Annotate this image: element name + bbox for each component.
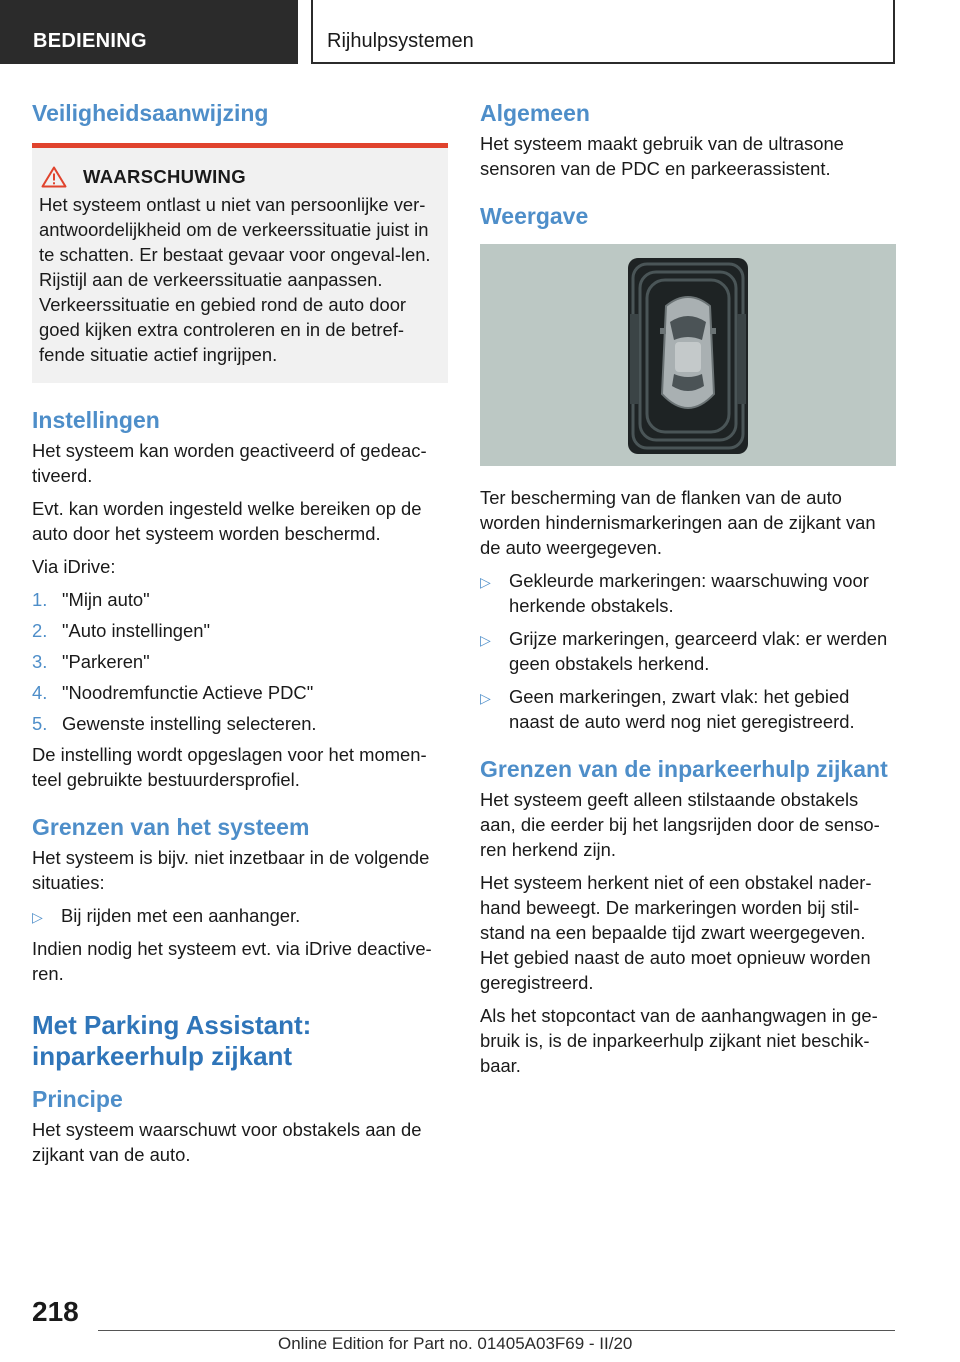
principle-heading: Principe <box>32 1085 123 1112</box>
system-limits-heading: Grenzen van het systeem <box>32 814 310 841</box>
settings-heading: Instellingen <box>32 407 160 434</box>
list-item-text: Gekleurde markeringen: waarschuwing voor herkende obstakels. <box>509 570 869 617</box>
limits-paragraph-1: Het systeem is bijv. niet inzetbaar in de volgende situaties: <box>32 847 430 894</box>
warning-header <box>39 166 440 188</box>
step-number: 4. <box>32 682 48 704</box>
list-item-text: Geen markeringen, zwart vlak: het gebied naast de auto werd nog niet geregistreerd. <box>509 686 855 733</box>
header-section-label: BEDIENING <box>33 30 147 52</box>
page-number: 218 <box>32 1296 79 1327</box>
settings-paragraph-2: Evt. kan worden ingesteld welke bereiken op de auto door het systeem worden beschermd. <box>32 498 422 545</box>
list-item <box>32 903 450 928</box>
header-chapter-label: Rijhulpsystemen <box>327 30 474 52</box>
header-chapter-box <box>311 0 895 64</box>
list-item <box>32 587 450 612</box>
limits2-paragraph-3: Als het stopcontact van de aanhangwagen in ge-bruik is, is de inparkeerhulp zijkant niet beschik-baar. <box>480 1005 878 1077</box>
step-text: "Noodremfunctie Actieve PDC" <box>62 682 314 704</box>
footer-divider <box>98 1330 895 1331</box>
settings-paragraph-4: De instelling wordt opgeslagen voor het momen-teel gebruikte bestuurdersprofiel. <box>32 744 427 791</box>
warning-triangle-icon <box>41 166 67 188</box>
list-item-text: Grijze markeringen, gearceerd vlak: er werden geen obstakels herkend. <box>509 628 888 675</box>
bullet-triangle-icon: ▷ <box>480 690 491 707</box>
side-assist-limits-heading: Grenzen van de inparkeerhulp zijkant <box>480 756 888 783</box>
step-number: 5. <box>32 713 48 735</box>
warning-box <box>32 143 448 383</box>
list-item <box>32 618 450 643</box>
step-text: "Mijn auto" <box>62 589 150 611</box>
step-number: 3. <box>32 651 48 673</box>
footer-edition: Online Edition for Part no. 01405A03F69 - II/20 <box>278 1334 633 1353</box>
display-list <box>480 568 898 734</box>
list-item <box>480 568 898 618</box>
limits2-paragraph-2: Het systeem herkent niet of een obstakel nader-hand beweegt. De markeringen worden bij stil-stand na een bepaalde tijd zwart weergegeven. Het gebied naast de auto moet opnieuw worden geregistreerd. <box>480 872 872 994</box>
warning-title: WAARSCHUWING <box>83 166 246 188</box>
parking-assistant-heading: Met Parking Assistant: inparkeerhulp zijkant <box>32 1010 312 1072</box>
step-number: 1. <box>32 589 48 611</box>
bullet-triangle-icon: ▷ <box>480 574 491 591</box>
list-item-text: Bij rijden met een aanhanger. <box>61 905 301 927</box>
step-text: "Auto instellingen" <box>62 620 211 642</box>
limits-list <box>32 903 450 928</box>
right-column <box>480 100 898 1086</box>
list-item <box>32 680 450 705</box>
side-view-assist-figure <box>480 244 896 466</box>
settings-paragraph-1: Het systeem kan worden geactiveerd of gedeac-tiveerd. <box>32 440 427 487</box>
list-item <box>480 626 898 676</box>
left-column <box>32 100 450 1175</box>
list-item <box>480 684 898 734</box>
header-section-tab <box>0 0 298 64</box>
list-item <box>32 649 450 674</box>
step-text: Gewenste instelling selecteren. <box>62 713 317 735</box>
limits2-paragraph-1: Het systeem geeft alleen stilstaande obstakels aan, die eerder bij het langsrijden door de senso-ren herkend zijn. <box>480 789 880 861</box>
list-item <box>32 711 450 736</box>
warning-text: Het systeem ontlast u niet van persoonlijke ver-antwoordelijkheid om de verkeerssituatie juist in te schatten. Er bestaat gevaar voor ongeval-len. Rijstijl aan de verkeerssituatie aanpassen. Verkeerssituatie en gebied rond de auto door goed kijken extra controleren en in de betref-fende situatie actief ingrijpen. <box>39 194 431 366</box>
step-text: "Parkeren" <box>62 651 150 673</box>
bullet-triangle-icon: ▷ <box>32 909 43 926</box>
settings-paragraph-3: Via iDrive: <box>32 556 116 578</box>
display-heading: Weergave <box>480 203 589 230</box>
principle-paragraph: Het systeem waarschuwt voor obstakels aan de zijkant van de auto. <box>32 1118 422 1165</box>
general-paragraph: Het systeem maakt gebruik van de ultrasone sensoren van de PDC en parkeerassistent. <box>480 133 844 180</box>
step-number: 2. <box>32 620 48 642</box>
safety-heading: Veiligheidsaanwijzing <box>32 100 269 126</box>
idrive-steps-list <box>32 587 450 736</box>
bullet-triangle-icon: ▷ <box>480 632 491 649</box>
display-paragraph: Ter bescherming van de flanken van de auto worden hindernismarkeringen aan de zijkant van de auto weergegeven. <box>480 487 876 559</box>
general-heading: Algemeen <box>480 100 590 126</box>
limits-paragraph-2: Indien nodig het systeem evt. via iDrive deactive-ren. <box>32 938 432 985</box>
